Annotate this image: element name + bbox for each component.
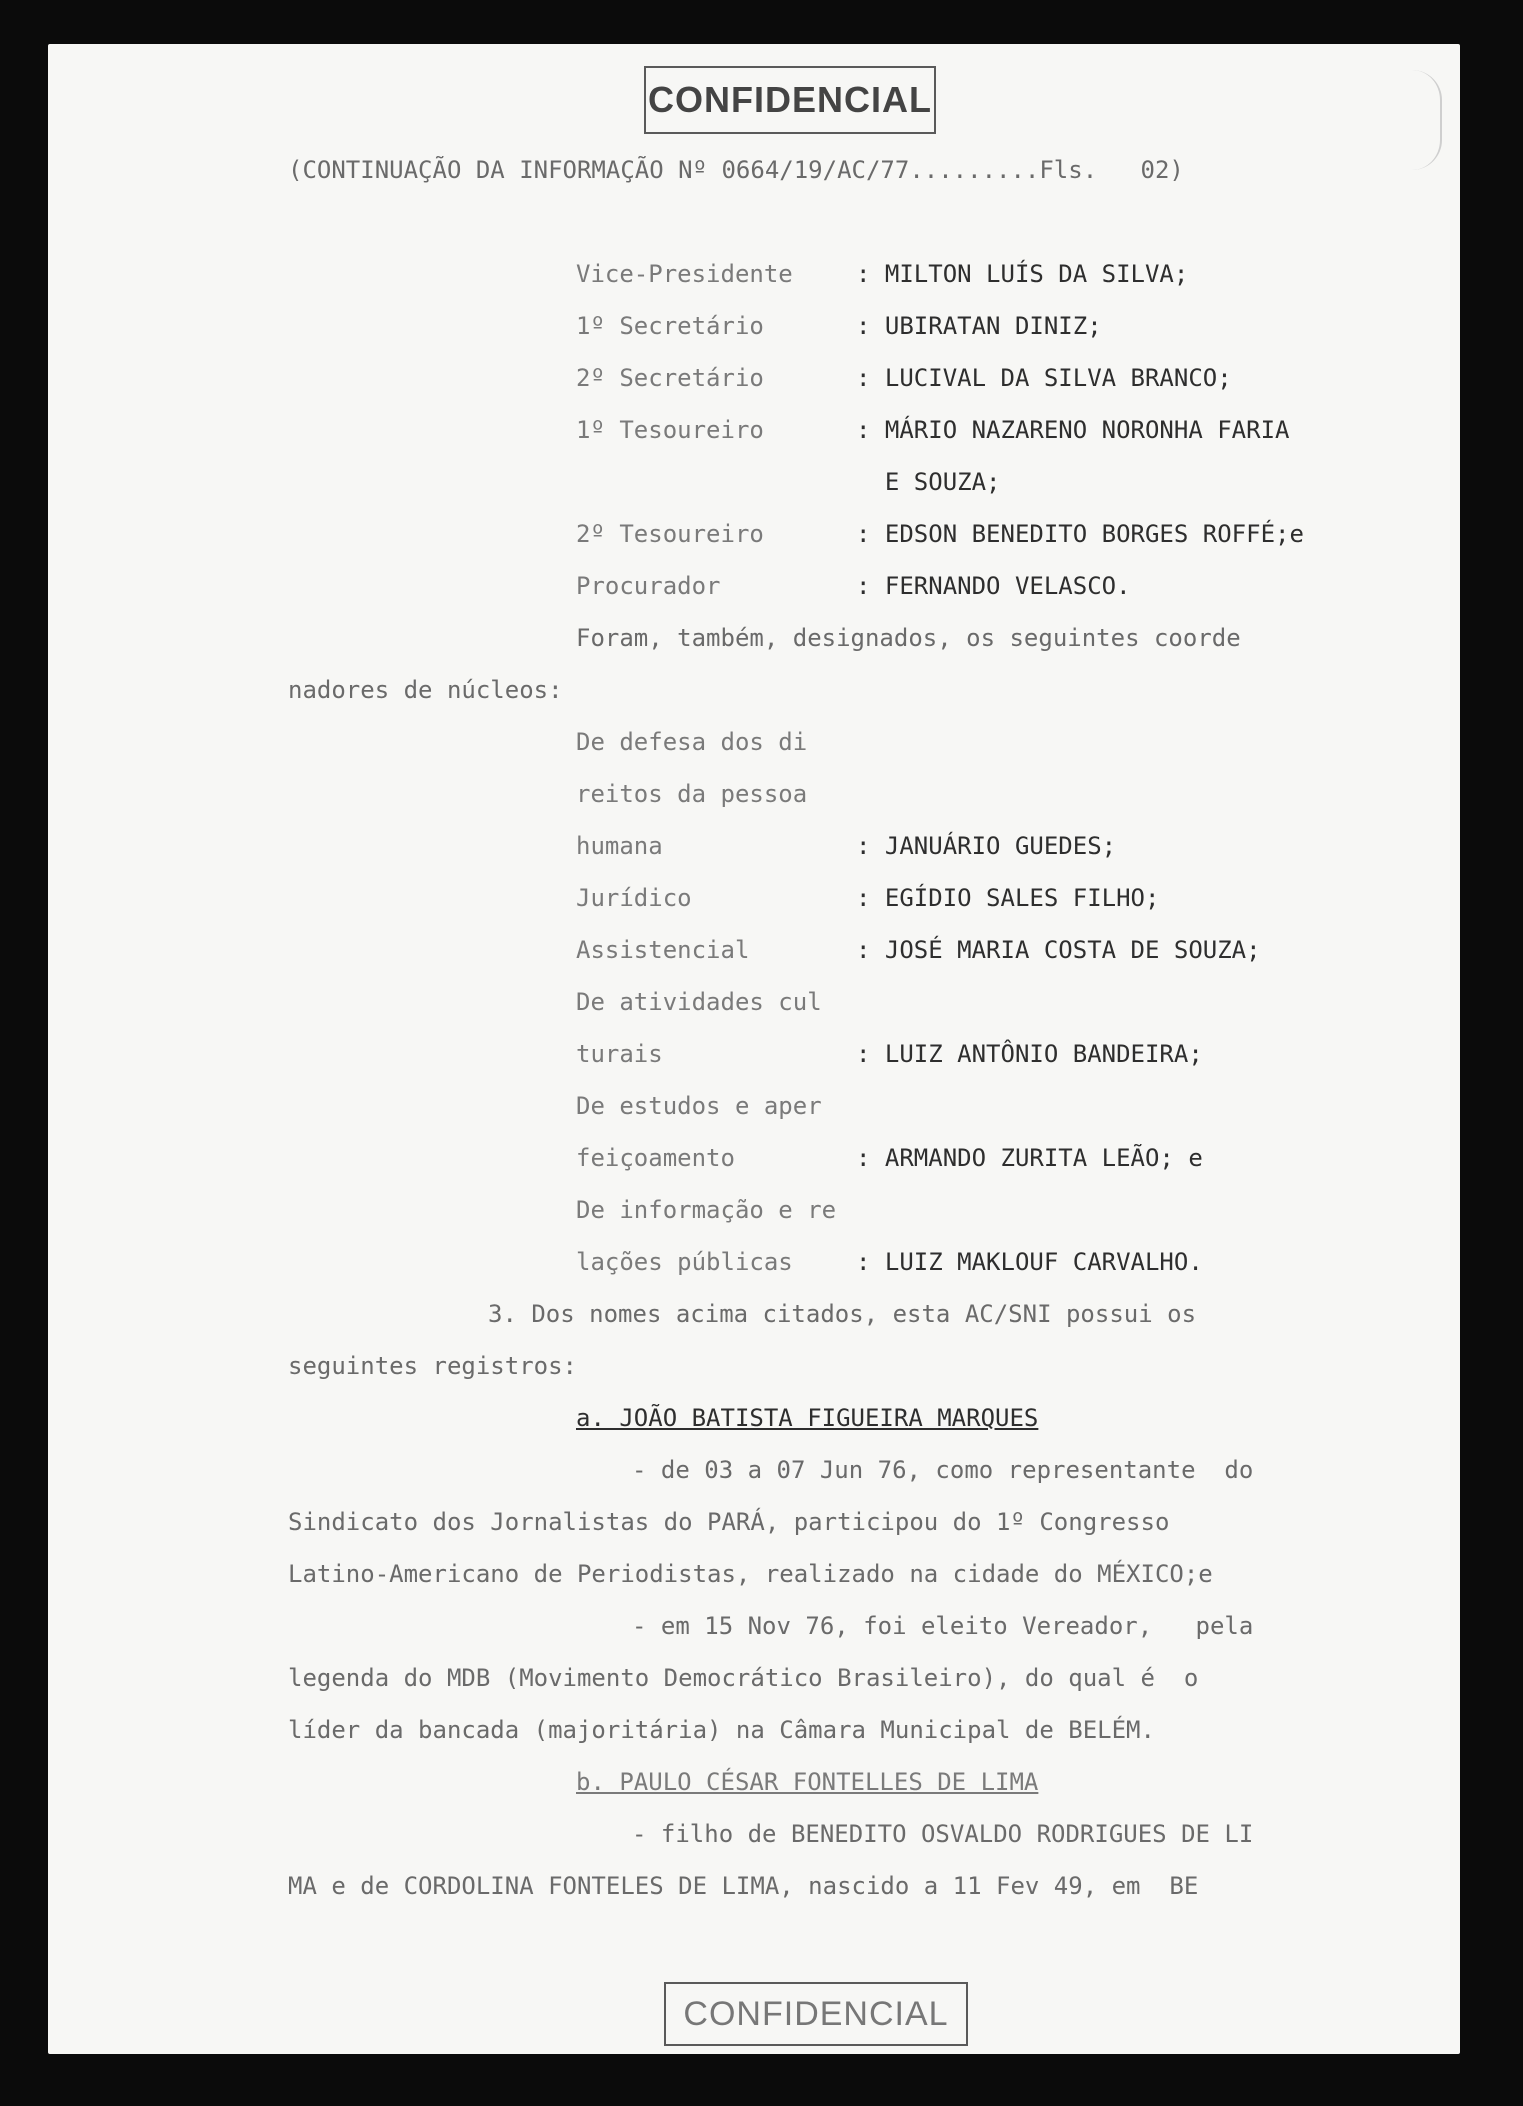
coordinator-name: : EGÍDIO SALES FILHO;: [856, 884, 1160, 912]
coordinator-role: De defesa dos di: [576, 728, 808, 756]
coordinator-role: feiçoamento: [576, 1144, 735, 1172]
officer-name: : EDSON BENEDITO BORGES ROFFÉ;e: [856, 520, 1304, 548]
coordinator-role: Assistencial: [576, 936, 750, 964]
confidential-stamp-top: CONFIDENCIAL: [644, 66, 936, 134]
officer-role: 1º Secretário: [576, 312, 764, 340]
record-a-line: Sindicato dos Jornalistas do PARÁ, participou do 1º Congresso: [288, 1508, 1170, 1536]
page-header: (CONTINUAÇÃO DA INFORMAÇÃO Nº 0664/19/AC/77.........Fls. 02): [288, 156, 1184, 184]
officer-name: : MÁRIO NAZARENO NORONHA FARIA: [856, 416, 1290, 444]
item-3-line: seguintes registros:: [288, 1352, 577, 1380]
officer-role: 2º Tesoureiro: [576, 520, 764, 548]
coordinator-name: : JOSÉ MARIA COSTA DE SOUZA;: [856, 936, 1261, 964]
intro-line: Foram, também, designados, os seguintes coorde: [576, 624, 1241, 652]
record-a-line: Latino-Americano de Periodistas, realizado na cidade do MÉXICO;e: [288, 1560, 1213, 1588]
record-b-line: MA e de CORDOLINA FONTELES DE LIMA, nascido a 11 Fev 49, em BE: [288, 1872, 1199, 1900]
coordinator-role: humana: [576, 832, 663, 860]
confidential-stamp-bottom: CONFIDENCIAL: [664, 1982, 968, 2046]
officer-name: E SOUZA;: [856, 468, 1001, 496]
record-a-line: legenda do MDB (Movimento Democrático Brasileiro), do qual é o: [288, 1664, 1199, 1692]
coordinator-role: De atividades cul: [576, 988, 822, 1016]
coordinator-role: lações públicas: [576, 1248, 793, 1276]
coordinator-name: : ARMANDO ZURITA LEÃO; e: [856, 1144, 1203, 1172]
intro-line: nadores de núcleos:: [288, 676, 563, 704]
coordinator-name: : JANUÁRIO GUEDES;: [856, 832, 1117, 860]
record-a-heading: a. JOÃO BATISTA FIGUEIRA MARQUES: [576, 1404, 1039, 1432]
officer-name: : UBIRATAN DINIZ;: [856, 312, 1102, 340]
page-corner-mark: [1400, 70, 1442, 170]
document-page: [48, 44, 1460, 2054]
coordinator-name: : LUIZ ANTÔNIO BANDEIRA;: [856, 1040, 1203, 1068]
officer-role: 2º Secretário: [576, 364, 764, 392]
officer-role: Vice-Presidente: [576, 260, 793, 288]
coordinator-role: Jurídico: [576, 884, 692, 912]
coordinator-role: De informação e re: [576, 1196, 837, 1224]
record-a-line: - em 15 Nov 76, foi eleito Vereador, pela: [632, 1612, 1254, 1640]
record-b-line: - filho de BENEDITO OSVALDO RODRIGUES DE LI: [632, 1820, 1254, 1848]
record-a-line: líder da bancada (majoritária) na Câmara Municipal de BELÉM.: [288, 1716, 1155, 1744]
coordinator-name: : LUIZ MAKLOUF CARVALHO.: [856, 1248, 1203, 1276]
coordinator-role: reitos da pessoa: [576, 780, 808, 808]
item-3-line: 3. Dos nomes acima citados, esta AC/SNI possui os: [488, 1300, 1197, 1328]
record-b-heading: b. PAULO CÉSAR FONTELLES DE LIMA: [576, 1768, 1039, 1796]
record-a-line: - de 03 a 07 Jun 76, como representante do: [632, 1456, 1254, 1484]
officer-role: Procurador: [576, 572, 721, 600]
coordinator-role: De estudos e aper: [576, 1092, 822, 1120]
officer-name: : LUCIVAL DA SILVA BRANCO;: [856, 364, 1232, 392]
coordinator-role: turais: [576, 1040, 663, 1068]
officer-name: : MILTON LUÍS DA SILVA;: [856, 260, 1189, 288]
officer-role: 1º Tesoureiro: [576, 416, 764, 444]
officer-name: : FERNANDO VELASCO.: [856, 572, 1131, 600]
